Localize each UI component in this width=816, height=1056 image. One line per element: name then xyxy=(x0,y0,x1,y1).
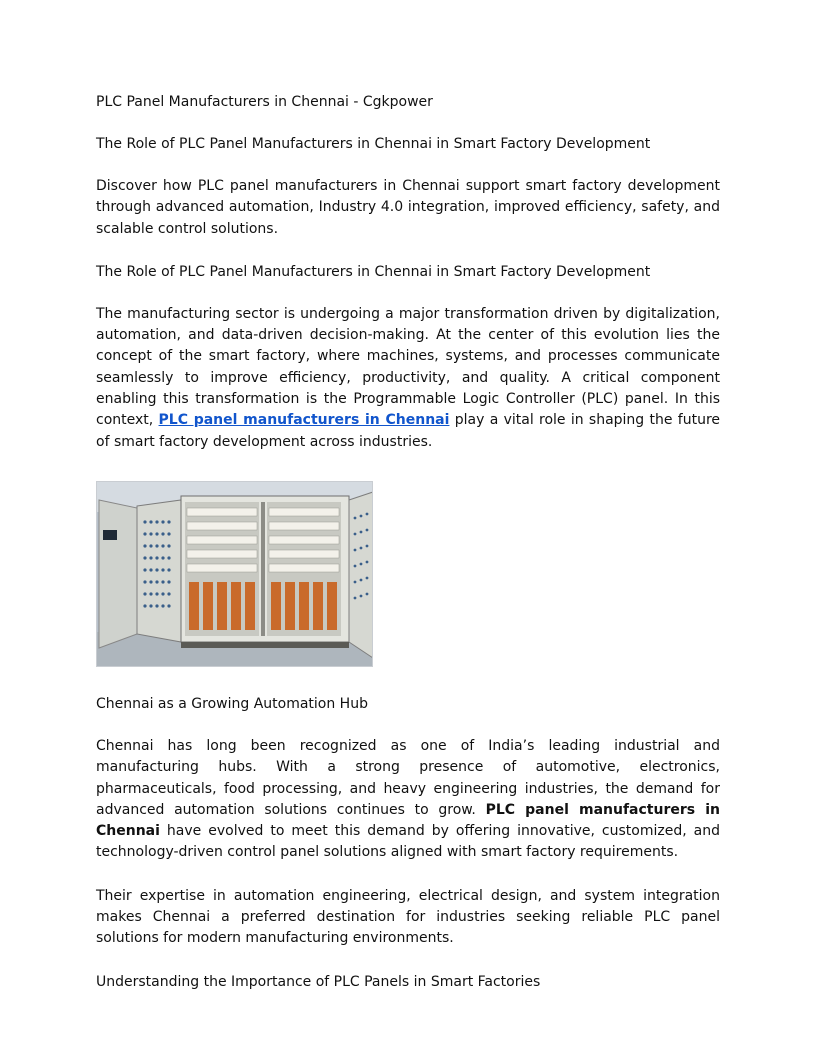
paragraph-text-before-link: The manufacturing sector is undergoing a major transformation driven by digitalization, automation, and data-driven decision-making. At the center of this evolution lies the concept of the smart factory, where machines, systems, and processes communicate seamlessly to improve efficiency, productivity, and quality. A critical component enabling this transformation is the Programmable Logic Controller (PLC) panel. In this context, xyxy=(96,305,720,429)
paragraph-text-after-bold: have evolved to meet this demand by offering innovative, customized, and technology-driven control panel solutions aligned with smart factory requirements. xyxy=(96,823,720,861)
document-page xyxy=(96,92,720,993)
paragraph-expertise: Their expertise in automation engineering, electrical design, and system integration makes Chennai a preferred destination for industries seeking reliable PLC panel solutions for modern manufacturing environments. xyxy=(96,887,720,947)
paragraph-text-after-link: play a vital role in shaping the future of smart factory development across industries. xyxy=(96,412,721,450)
document-title: PLC Panel Manufacturers in Chennai - Cgkpower xyxy=(96,94,433,110)
bold-plc-panel-manufacturers: PLC panel manufacturers in Chennai xyxy=(96,801,720,840)
paragraph-chennai-hub xyxy=(96,736,720,864)
heading-chennai-automation-hub: Chennai as a Growing Automation Hub xyxy=(96,695,368,712)
intro-paragraph: Discover how PLC panel manufacturers in Chennai support smart factory development through advanced automation, Industry 4.0 integration, improved efficiency, safety, and scalable control solutions. xyxy=(96,178,720,237)
paragraph-manufacturing-sector xyxy=(96,304,720,453)
plc-panel-manufacturers-link[interactable]: PLC panel manufacturers in Chennai xyxy=(158,412,450,429)
paragraph-text-before-bold: Chennai has long been recognized as one of India’s leading industrial and manufacturing hubs. With a strong presence of automotive, electronics, pharmaceuticals, food processing, and heavy engineering industries, the demand for advanced automation solutions continues to grow. xyxy=(96,737,720,818)
plc-panel-photo xyxy=(96,481,373,667)
heading-role-of-plc-repeat: The Role of PLC Panel Manufacturers in Chennai in Smart Factory Development xyxy=(96,263,651,280)
heading-role-of-plc: The Role of PLC Panel Manufacturers in Chennai in Smart Factory Development xyxy=(96,136,651,152)
heading-importance-of-plc-panels: Understanding the Importance of PLC Panels in Smart Factories xyxy=(96,973,541,990)
